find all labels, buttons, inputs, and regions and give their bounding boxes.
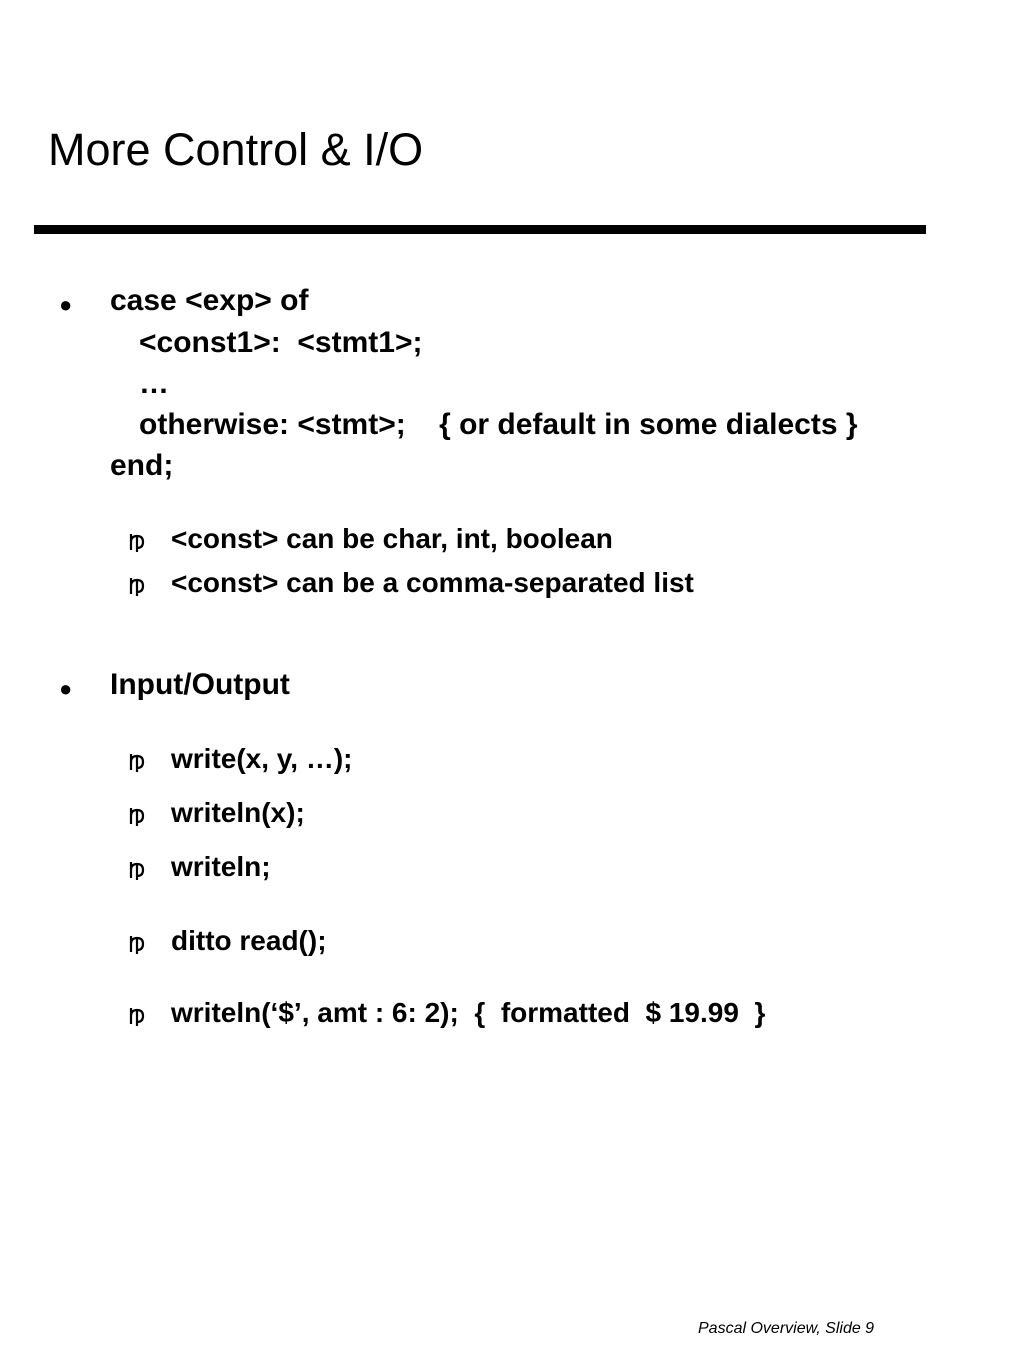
section-heading: Input/Output bbox=[110, 668, 290, 701]
code-line: case <exp> of bbox=[110, 284, 309, 317]
bullet-dot-icon: ● bbox=[59, 676, 73, 701]
bullet-dot-icon: ● bbox=[59, 292, 73, 317]
sub-bullet-icon bbox=[127, 574, 147, 598]
code-line: otherwise: <stmt>; { or default in some dialects } bbox=[139, 408, 858, 441]
code-line: end; bbox=[110, 449, 174, 482]
sub-bullet-icon bbox=[127, 932, 147, 956]
sub-bullet-icon bbox=[127, 1004, 147, 1028]
slide-footer: Pascal Overview, Slide 9 bbox=[698, 1320, 875, 1337]
code-line: <const1>: <stmt1>; bbox=[139, 326, 423, 359]
list-item: <const> can be char, int, boolean bbox=[171, 523, 613, 554]
list-item: ditto read(); bbox=[171, 925, 327, 956]
list-item: write(x, y, …); bbox=[171, 743, 353, 774]
sub-bullet-icon bbox=[127, 804, 147, 828]
list-item: writeln(‘$’, amt : 6: 2); { formatted $ 19.99 } bbox=[171, 997, 766, 1028]
list-item: <const> can be a comma-separated list bbox=[171, 567, 694, 598]
title-divider bbox=[34, 225, 926, 234]
list-item: writeln; bbox=[171, 851, 271, 882]
sub-bullet-icon bbox=[127, 750, 147, 774]
code-line: … bbox=[139, 367, 169, 400]
page-title: More Control & I/O bbox=[48, 124, 424, 175]
list-item: writeln(x); bbox=[171, 797, 305, 828]
sub-bullet-icon bbox=[127, 858, 147, 882]
sub-bullet-icon bbox=[127, 530, 147, 554]
